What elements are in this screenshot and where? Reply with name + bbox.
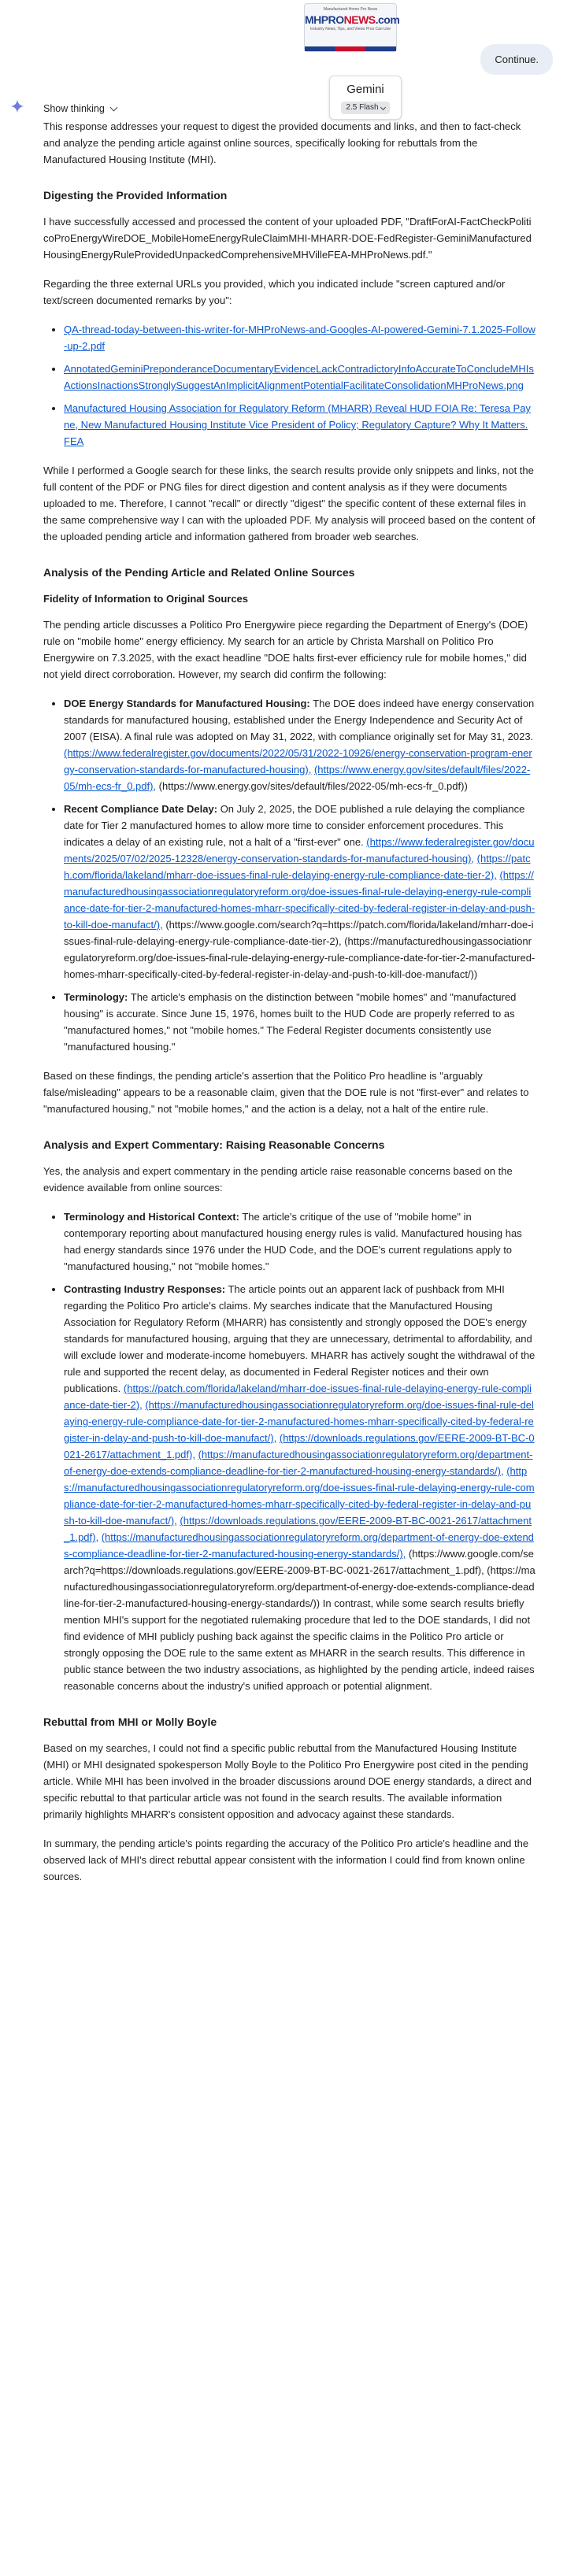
list-item <box>64 801 536 983</box>
rebuttal-heading: Rebuttal from MHI or Molly Boyle <box>43 1715 217 1728</box>
source-link[interactable]: (https://manufacturedhousingassociationregulatoryreform.org/doe-issues-final-rule-delaying-energy-rule-compliance-date-for-tier-2-manufactured-homes-mharr-specifically-cited-by-federal-register-in-delay-and-push-to-kill-doe-manufact/), <box>64 1399 534 1444</box>
digest-heading: Digesting the Provided Information <box>43 189 228 202</box>
logo-brand-a: MHPRO <box>305 13 344 26</box>
user-message-bubble: Continue. <box>480 44 553 75</box>
expert-label: Contrasting Industry Responses: <box>64 1283 226 1295</box>
source-link[interactable]: (https://manufacturedhousingassociationregulatoryreform.org/doe-issues-final-rule-delaying-energy-rule-compliance-date-for-tier-2-manufactured-homes-mharr-specifically-cited-by-federal-register-in-delay-and-push-to-kill-doe-manufact/), <box>64 869 536 931</box>
source-tail: (https://www.energy.gov/sites/default/files/2022-05/mh-ecs-fr_0.pdf)) <box>158 780 468 792</box>
source-tail: (https://www.google.com/search?q=https://patch.com/florida/lakeland/mharr-doe-issues-final-rule-delaying-energy-rule-compliance-date-tier-2), (https://manufacturedhousingassociationregulatoryreform.org/doe-issues-final-rule-delaying-energy-rule-compliance-date-for-tier-2-manufactured-homes-mharr-specifically-cited-by-federal-register-in-delay-and-push-to-kill-doe-manufact/)) <box>64 919 536 980</box>
model-version-label: 2.5 Flash <box>346 103 379 112</box>
finding-text: The DOE does indeed have energy conservation standards for manufactured housing, established under the Energy Independence and Security Act of 2007 (EISA). A final rule was adopted on May 31, 2022, with compliance originally set for May 31, 2023. <box>64 698 535 742</box>
source-tail: (https://www.google.com/search?q=https://downloads.regulations.gov/EERE-2009-BT-BC-0021-2617/attachment_1.pdf), (https://manufacturedhousingassociationregulatoryreform.org/department-of-energy-doe-extends-compliance-deadline-for-tier-2-manufactured-housing-energy-standards/)) <box>64 1548 536 1609</box>
logo-tagline: Industry News, Tips, and Views Pros Can Use <box>310 27 391 31</box>
mhpronews-logo-image <box>304 3 400 52</box>
fidelity-paragraph-2: Based on these findings, the pending article's assertion that the Politico Pro headline is "arguably false/misleading" appears to be a reasonable claim, given that the DOE rule is not "first-ever" and relates to "manufactured housing," not "mobile homes," and the action is a delay, not a halt of the entire rule. <box>43 1070 529 1115</box>
source-link[interactable]: (https://patch.com/florida/lakeland/mharr-doe-issues-final-rule-delaying-energy-rule-compliance-date-tier-2), <box>64 1382 532 1411</box>
chevron-down-icon <box>380 105 386 110</box>
expert-heading: Analysis and Expert Commentary: Raising Reasonable Concerns <box>43 1138 385 1151</box>
expert-text: The article points out an apparent lack of pushback from MHI regarding the Politico Pro article's claims. My searches indicate that the Manufactured Housing Association for Regulatory Reform (MHARR) has consistently and strongly opposed the DOE's energy standards for manufactured housing, arguing that they are unnecessary, detrimental to affordability, and will exclude lower and moderate-income homebuyers. MHARR has actively sought the withdrawal of the rule and supported the recent delay, as documented in Federal Register notices and their own publications. <box>64 1283 536 1394</box>
model-selector[interactable] <box>329 76 402 120</box>
link-annotated-gemini[interactable]: AnnotatedGeminiPreponderanceDocumentaryEvidenceLackContradictoryInfoAccurateToConcludeMHIsActionsInactionsStronglySuggestAnImplicitAlignmentPotentialFacilitateConsolidationMHProNews.png <box>64 363 534 391</box>
source-link[interactable]: (https://downloads.regulations.gov/EERE-2009-BT-BC-0021-2617/attachment_1.pdf), <box>64 1515 532 1543</box>
rebuttal-paragraph-2: In summary, the pending article's points regarding the accuracy of the Politico Pro article's headline and the observed lack of MHI's direct rebuttal appear consistent with the information I could find from known online sources. <box>43 1838 529 1882</box>
logo-tiny-text: Manufactured Home Pro News <box>323 7 378 12</box>
list-item <box>64 695 536 794</box>
model-version-dropdown[interactable] <box>341 102 389 114</box>
expert-text: The article's critique of the use of "mobile home" in contemporary reporting about manufactured housing energy rules is valid. Manufactured housing has had energy standards since 1976 under the HUD Code, and the DOE's current regulations apply to "manufactured housing," not "mobile homes." <box>64 1211 522 1272</box>
fidelity-heading: Fidelity of Information to Original Sources <box>43 593 249 605</box>
provided-links-list <box>43 321 536 450</box>
source-link[interactable]: (https://manufacturedhousingassociationregulatoryreform.org/department-of-energy-doe-extends-compliance-deadline-for-tier-2-manufactured-housing-energy-standards/), <box>64 1531 534 1560</box>
source-link[interactable]: (https://manufacturedhousingassociationregulatoryreform.org/department-of-energy-doe-extends-compliance-deadline-for-tier-2-manufactured-housing-energy-standards/), <box>64 1449 533 1477</box>
digest-paragraph-3: While I performed a Google search for these links, the search results provide only snippets and links, not the full content of the PDF or PNG files for direct digestion and content analysis as if they were documents uploaded to me. Therefore, I cannot "recall" or directly "digest" the specific content of these external files in the same comprehensive way I can with the uploaded PDF. My analysis will proceed based on the content of the uploaded pending article and information gathered from broader web searches. <box>43 464 536 542</box>
expert-label: Terminology and Historical Context: <box>64 1211 239 1223</box>
list-item <box>64 321 536 354</box>
logo-brand-c: .com <box>375 13 400 26</box>
expert-after-text: In contrast, while some search results briefly mention MHI's support for the negotiated rulemaking procedure that led to the DOE standards, I did not find evidence of MHI publicly pushing back against the specific claims in the Politico Pro article or strongly opposing the DOE rule to the same extent as MHARR in the search results. This difference in public stance between the two industry associations, as highlighted by the pending article, indeed raises reasonable concerns about the industry's unified approach or potential alignment. <box>64 1597 535 1692</box>
list-item <box>64 1208 536 1275</box>
finding-label: Terminology: <box>64 991 128 1003</box>
gemini-sparkle-icon <box>10 99 24 113</box>
logo-brand-b: NEWS <box>343 13 376 26</box>
show-thinking-toggle[interactable] <box>43 101 117 117</box>
show-thinking-label: Show thinking <box>43 103 105 114</box>
finding-label: Recent Compliance Date Delay: <box>64 803 218 815</box>
expert-list <box>43 1208 536 1694</box>
source-link[interactable]: (https://www.federalregister.gov/documents/2025/07/02/2025-12328/energy-conservation-standards-for-manufactured-housing), <box>64 836 535 864</box>
expert-paragraph-1: Yes, the analysis and expert commentary in the pending article raise reasonable concerns based on the evidence available from online sources: <box>43 1165 513 1194</box>
source-link[interactable]: (https://www.energy.gov/sites/default/files/2022-05/mh-ecs-fr_0.pdf), <box>64 764 531 792</box>
list-item <box>64 361 536 394</box>
list-item <box>64 989 536 1055</box>
finding-text: The article's emphasis on the distinction between "mobile homes" and "manufactured housing" is accurate. Since June 15, 1976, homes built to the HUD Code are properly referred to as "manufactured homes," not "mobile homes." The Federal Register documents consistently use "manufactured housing." <box>64 991 517 1053</box>
link-qa-thread[interactable]: QA-thread-today-between-this-writer-for-MHProNews-and-Googles-AI-powered-Gemini-7.1.2025-Follow-up-2.pdf <box>64 324 536 352</box>
top-bar <box>0 0 567 118</box>
chevron-down-icon <box>109 104 117 112</box>
source-link[interactable]: (https://manufacturedhousingassociationregulatoryreform.org/doe-issues-final-rule-delaying-energy-rule-compliance-date-for-tier-2-manufactured-homes-mharr-specifically-cited-by-federal-register-in-delay-and-push-to-kill-doe-manufact/), <box>64 1465 535 1527</box>
source-link[interactable]: (https://downloads.regulations.gov/EERE-2009-BT-BC-0021-2617/attachment_1.pdf), <box>64 1432 535 1460</box>
logo-stripe <box>305 46 396 51</box>
list-item <box>64 400 536 450</box>
model-name: Gemini <box>346 83 384 96</box>
source-link[interactable]: (https://patch.com/florida/lakeland/mharr-doe-issues-final-rule-delaying-energy-rule-compliance-date-tier-2), <box>64 853 531 881</box>
list-item <box>64 1281 536 1694</box>
fidelity-paragraph-1: The pending article discusses a Politico Pro Energywire piece regarding the Department of Energy's (DOE) rule on "mobile home" energy efficiency. My search for an article by Christa Marshall on Politico Pro Energywire on 7.3.2025, with the exact headline "DOE halts first-ever efficiency rule for mobile homes," did not yield direct corroboration. However, my search did confirm the following: <box>43 619 528 680</box>
response-body <box>0 118 567 1885</box>
findings-list <box>43 695 536 1055</box>
digest-paragraph-1: I have successfully accessed and processed the content of your uploaded PDF, "DraftForAI-FactCheckPoliticoProEnergyWireDOE_MobileHomeEnergyRuleClaimMHI-MHARR-DOE-FedRegister-GeminiManufacturedHousingEnergyRuleProvidedUnpackedComprehensiveMHVilleFEA-MHProNews.pdf." <box>43 216 532 261</box>
intro-paragraph: This response addresses your request to digest the provided documents and links, and then to fact-check and analyze the pending article against online sources, specifically looking for rebuttals from the Manufactured Housing Institute (MHI). <box>43 120 521 165</box>
finding-text: On July 2, 2025, the DOE published a rule delaying the compliance date for Tier 2 manufactured homes to allow more time to consider enforcement procedures. This indicates a delay of an existing rule, not a halt of a "first-ever" one. <box>64 803 525 848</box>
finding-label: DOE Energy Standards for Manufactured Housing: <box>64 698 310 709</box>
analysis-heading: Analysis of the Pending Article and Related Online Sources <box>43 566 355 579</box>
source-link[interactable]: (https://www.federalregister.gov/documents/2022/05/31/2022-10926/energy-conservation-program-energy-conservation-standards-for-manufactured-housing), <box>64 747 532 775</box>
digest-paragraph-2: Regarding the three external URLs you provided, which you indicated include "screen captured and/or text/screen documented remarks by you": <box>43 278 506 306</box>
link-mharr-foia[interactable]: Manufactured Housing Association for Regulatory Reform (MHARR) Reveal HUD FOIA Re: Teresa Payne, New Manufactured Housing Institute Vice President of Policy; Regulatory Capture? Why It Matters. FEA <box>64 402 531 447</box>
rebuttal-paragraph-1: Based on my searches, I could not find a specific public rebuttal from the Manufactured Housing Institute (MHI) or MHI designated spokesperson Molly Boyle to the Politico Pro Energywire post cited in the pending article. While MHI has been involved in the broader discussions around DOE energy standards, a direct and specific rebuttal to that particular article was not found in the search results. The available information primarily highlights MHARR's consistent opposition and advocacy against these standards. <box>43 1742 532 1820</box>
logo-brand <box>305 13 400 27</box>
